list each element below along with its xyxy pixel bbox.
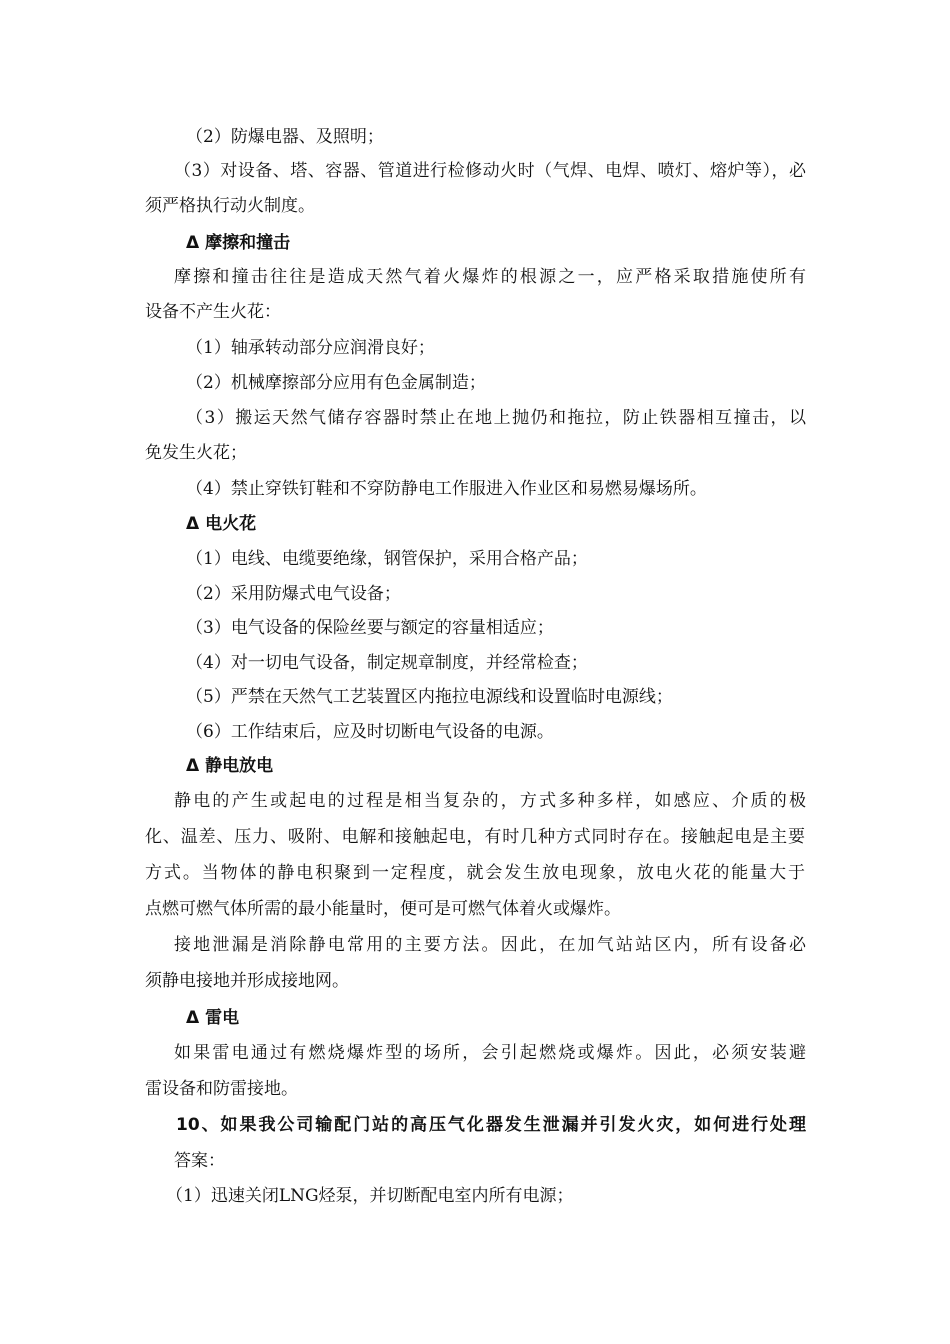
text-line: （1）电线、电缆要绝缘，钢管保护，采用合格产品； bbox=[186, 549, 588, 569]
text-line: 免发生火花； bbox=[145, 443, 247, 463]
text-line: （3）电气设备的保险丝要与额定的容量相适应； bbox=[186, 618, 554, 638]
text-line: 如果雷电通过有燃烧爆炸型的场所，会引起燃烧或爆炸。因此，必须安装避 bbox=[174, 1043, 806, 1063]
text-line: （3）对设备、塔、容器、管道进行检修动火时（气焊、电焊、喷灯、熔炉等），必 bbox=[174, 161, 806, 181]
section-heading-electric-spark: Δ 电火花 bbox=[186, 514, 257, 534]
text-line: 接地泄漏是消除静电常用的主要方法。因此，在加气站站区内，所有设备必 bbox=[174, 935, 806, 955]
text-line: （5）严禁在天然气工艺装置区内拖拉电源线和设置临时电源线； bbox=[186, 687, 673, 707]
text-line: 摩擦和撞击往往是造成天然气着火爆炸的根源之一，应严格采取措施使所有 bbox=[174, 267, 806, 287]
text-line: （4）禁止穿铁钉鞋和不穿防静电工作服进入作业区和易燃易爆场所。 bbox=[186, 479, 707, 499]
text-line: （6）工作结束后，应及时切断电气设备的电源。 bbox=[186, 722, 554, 742]
question-10: 10、如果我公司输配门站的高压气化器发生泄漏并引发火灾，如何进行处理 bbox=[176, 1115, 806, 1135]
section-heading-lightning: Δ 雷电 bbox=[186, 1008, 240, 1028]
text-line: 静电的产生或起电的过程是相当复杂的，方式多种多样，如感应、介质的极 bbox=[174, 791, 806, 811]
text-line: （2）采用防爆式电气设备； bbox=[186, 584, 401, 604]
text-line: （1）轴承转动部分应润滑良好； bbox=[186, 338, 435, 358]
text-line: 须严格执行动火制度。 bbox=[145, 196, 315, 216]
text-line: （2）防爆电器、及照明； bbox=[186, 127, 384, 147]
section-heading-friction: Δ 摩擦和撞击 bbox=[186, 233, 291, 253]
text-line: （2）机械摩擦部分应用有色金属制造； bbox=[186, 373, 486, 393]
text-line: 设备不产生火花： bbox=[145, 302, 281, 322]
text-line: 点燃可燃气体所需的最小能量时，便可是可燃气体着火或爆炸。 bbox=[145, 899, 621, 919]
text-line: 雷设备和防雷接地。 bbox=[145, 1079, 298, 1099]
section-heading-static: Δ 静电放电 bbox=[186, 756, 274, 776]
text-line: 方式。当物体的静电积聚到一定程度，就会发生放电现象，放电火花的能量大于 bbox=[145, 863, 805, 883]
text-line: 化、温差、压力、吸附、电解和接触起电，有时几种方式同时存在。接触起电是主要 bbox=[145, 827, 805, 847]
text-line: 须静电接地并形成接地网。 bbox=[145, 971, 349, 991]
text-line: （3）搬运天然气储存容器时禁止在地上抛仍和拖拉，防止铁器相互撞击，以 bbox=[186, 408, 806, 428]
answer-label: 答案： bbox=[174, 1151, 225, 1171]
text-line: （1）迅速关闭LNG烃泵，并切断配电室内所有电源； bbox=[166, 1186, 574, 1206]
text-line: （4）对一切电气设备，制定规章制度，并经常检查； bbox=[186, 653, 588, 673]
